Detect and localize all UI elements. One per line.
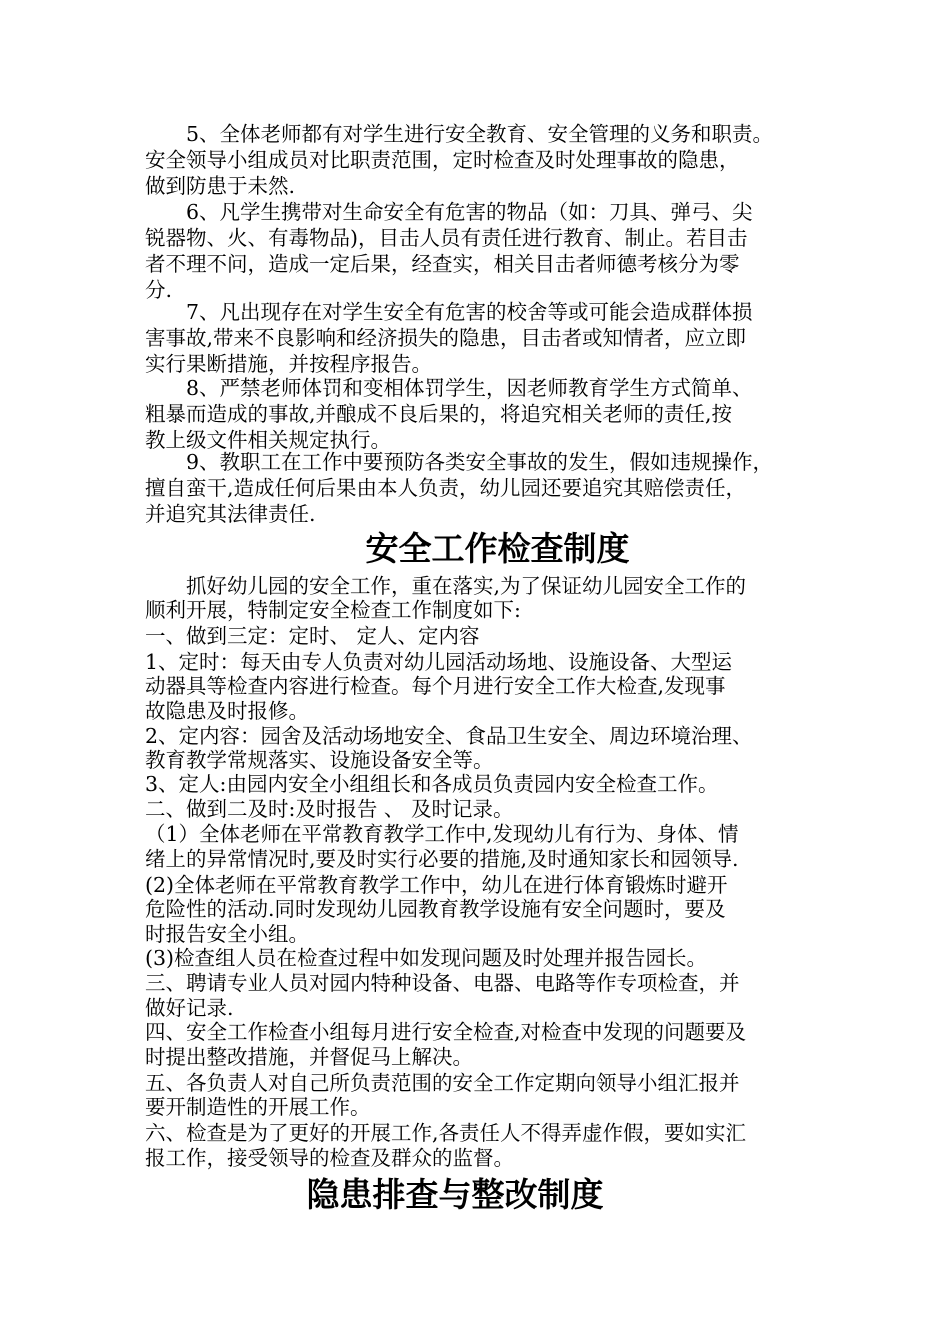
paragraph-line: 三、聘请专业人员对园内特种设备、电器、电路等作专项检查，并 [145, 971, 740, 995]
paragraph-line: 2、定内容：园舍及活动场地安全、食品卫生安全、周边环境治理、 [145, 724, 753, 748]
paragraph-line: 7、凡出现存在对学生安全有危害的校舍等或可能会造成群体损 [145, 300, 753, 324]
paragraph-line: 时报告安全小组。 [145, 922, 309, 946]
paragraph-line: 9、教职工在工作中要预防各类安全事故的发生，假如违规操作， [145, 450, 774, 474]
paragraph-line: 故隐患及时报修。 [145, 699, 309, 723]
paragraph-line: 8、严禁老师体罚和变相体罚学生，因老师教育学生方式简单、 [145, 376, 753, 400]
paragraph-line: 一、做到三定：定时、 定人、定内容 [145, 624, 480, 648]
paragraph-line: 顺利开展，特制定安全检查工作制度如下: [145, 598, 521, 622]
paragraph-line: 抓好幼儿园的安全工作，重在落实,为了保证幼儿园安全工作的 [145, 574, 747, 598]
paragraph-line: 时提出整改措施，并督促马上解决。 [145, 1045, 473, 1069]
paragraph-line: 报工作，接受领导的检查及群众的监督。 [145, 1146, 514, 1170]
paragraph-line: (3)检查组人员在检查过程中如发现问题及时处理并报告园长。 [145, 946, 708, 970]
paragraph-line: 者不理不问，造成一定后果，经查实，相关目击者师德考核分为零 [145, 252, 740, 276]
paragraph-line: 分. [145, 278, 173, 302]
paragraph-line: 五、各负责人对自己所负责范围的安全工作定期向领导小组汇报并 [145, 1071, 740, 1095]
paragraph-line: 安全领导小组成员对比职责范围，定时检查及时处理事故的隐患， [145, 148, 740, 172]
paragraph-line: 锐器物、火、有毒物品)，目击人员有责任进行教育、制止。若目击 [145, 226, 748, 250]
paragraph-line: (2)全体老师在平常教育教学工作中，幼儿在进行体育锻炼时避开 [145, 873, 728, 897]
paragraph-line: 四、安全工作检查小组每月进行安全检查,对检查中发现的问题要及 [145, 1020, 747, 1044]
paragraph-line: 教育教学常规落实、设施设备安全等。 [145, 748, 494, 772]
paragraph-line: 3、定人:由园内安全小组组长和各成员负责园内安全检查工作。 [145, 772, 719, 796]
paragraph-line: 绪上的异常情况时,要及时实行必要的措施,及时通知家长和园领导. [145, 847, 739, 871]
paragraph-line: 6、凡学生携带对生命安全有危害的物品（如：刀具、弹弓、尖 [145, 200, 753, 224]
paragraph-line: 1、定时：每天由专人负责对幼儿园活动场地、设施设备、大型运 [145, 650, 733, 674]
paragraph-line: 擅自蛮干,造成任何后果由本人负责，幼儿园还要追究其赔偿责任， [145, 476, 747, 500]
paragraph-line: 二、做到二及时:及时报告 、 及时记录。 [145, 797, 514, 821]
paragraph-line: 危险性的活动.同时发现幼儿园教育教学设施有安全问题时，要及 [145, 897, 726, 921]
paragraph-line: 教上级文件相关规定执行。 [145, 428, 391, 452]
section-title: 安全工作检查制度 [365, 529, 630, 568]
paragraph-line: （1）全体老师在平常教育教学工作中,发现幼儿有行为、身体、情 [145, 822, 739, 846]
paragraph-line: 并追究其法律责任. [145, 502, 316, 526]
paragraph-line: 做到防患于未然. [145, 174, 296, 198]
paragraph-line: 害事故,带来不良影响和经济损失的隐患，目击者或知情者，应立即 [145, 326, 747, 350]
paragraph-line: 实行果断措施，并按程序报告。 [145, 352, 432, 376]
section-title: 隐患排查与整改制度 [306, 1175, 604, 1214]
paragraph-line: 粗暴而造成的事故,并酿成不良后果的，将追究相关老师的责任,按 [145, 402, 733, 426]
paragraph-line: 动器具等检查内容进行检查。每个月进行安全工作大检查,发现事 [145, 674, 726, 698]
paragraph-line: 六、检查是为了更好的开展工作,各责任人不得弄虚作假，要如实汇 [145, 1121, 747, 1145]
paragraph-line: 做好记录. [145, 996, 234, 1020]
paragraph-line: 要开制造性的开展工作。 [145, 1095, 371, 1119]
paragraph-line: 5、全体老师都有对学生进行安全教育、安全管理的义务和职责。 [145, 122, 774, 146]
